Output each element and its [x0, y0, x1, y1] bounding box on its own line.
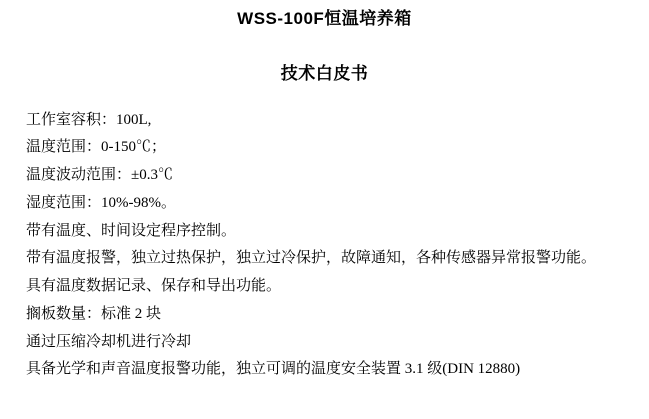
spec-item: 带有温度报警，独立过热保护，独立过冷保护，故障通知，各种传感器异常报警功能。	[26, 250, 597, 267]
page-subtitle: 技术白皮书	[280, 63, 369, 83]
spec-item: 温度波动范围：±0.3℃	[26, 167, 173, 184]
spec-item: 具有温度数据记录、保存和导出功能。	[26, 278, 282, 295]
spec-item: 带有温度、时间设定程序控制。	[26, 222, 237, 239]
spec-item: 通过压缩冷却机进行冷却	[26, 333, 192, 350]
spec-item: 搁板数量：标准 2 块	[26, 305, 162, 322]
spec-item: 湿度范围：10%-98%。	[26, 194, 176, 211]
page-title: WSS-100F恒温培养箱	[237, 9, 412, 28]
spec-list	[0, 86, 649, 385]
spec-item: 温度范围：0-150℃；	[26, 139, 166, 156]
spec-item: 具备光学和声音温度报警功能，独立可调的温度安全装置 3.1 级(DIN 12880)	[26, 361, 521, 378]
spec-item: 工作室容积：100L,	[26, 111, 152, 128]
